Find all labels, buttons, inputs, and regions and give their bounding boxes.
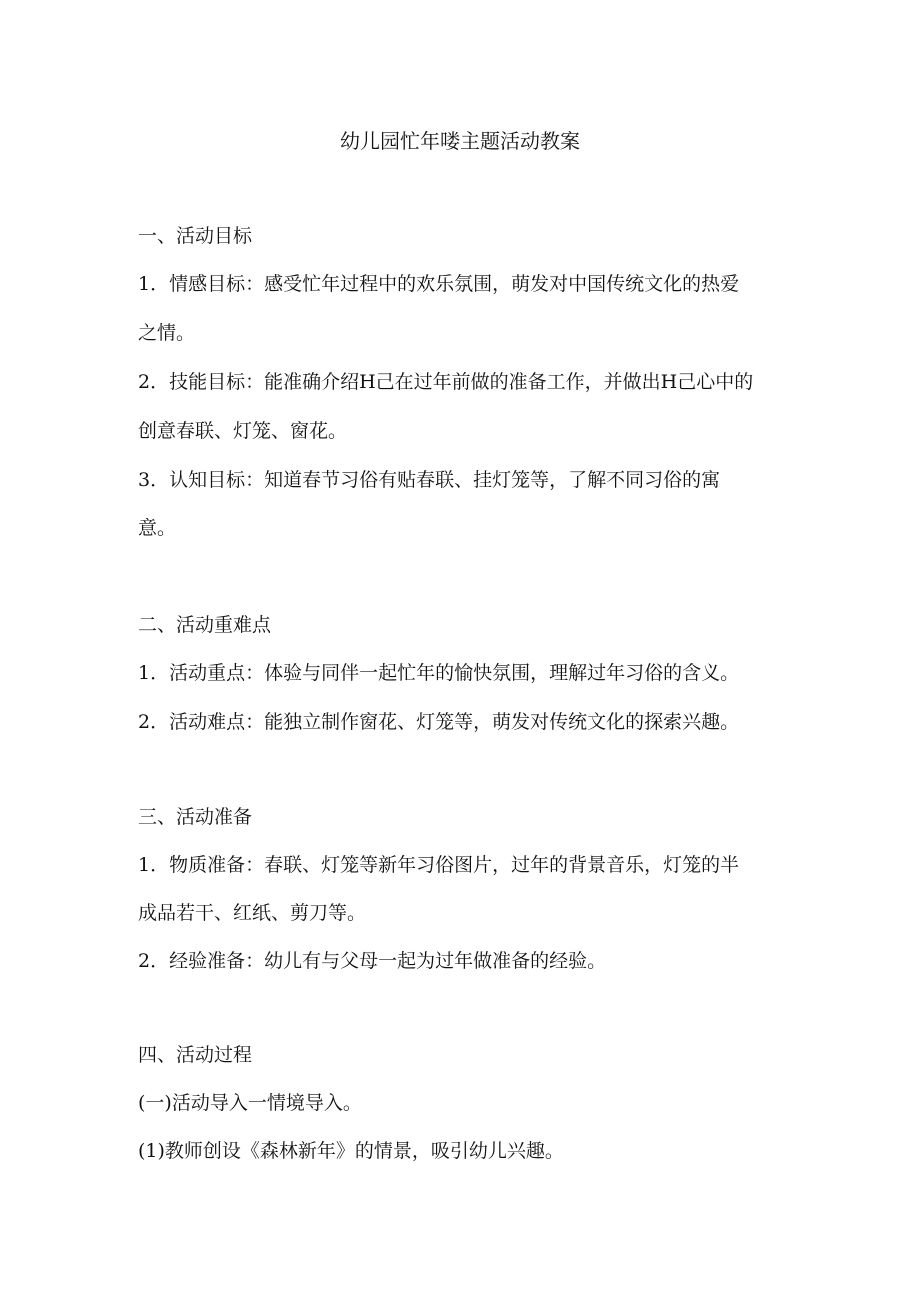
paragraph-line: (一)活动导入一情境导入。 — [138, 1092, 362, 1114]
section-heading-preparation: 三、活动准备 — [138, 806, 253, 828]
paragraph-line: 1．活动重点：体验与同伴一起忙年的愉快氛围，理解过年习俗的含义。 — [138, 662, 740, 684]
paragraph-line: 意。 — [138, 517, 177, 539]
paragraph-line: (1)教师创设《森林新年》的情景，吸引幼儿兴趣。 — [138, 1140, 564, 1162]
paragraph-line: 2．经验准备：幼儿有与父母一起为过年做准备的经验。 — [138, 950, 607, 972]
paragraph-line: 3．认知目标：知道春节习俗有贴春联、挂灯笼等，了解不同习俗的寓 — [138, 469, 721, 491]
section-heading-process: 四、活动过程 — [138, 1044, 253, 1066]
section-heading-goals: 一、活动目标 — [138, 225, 253, 247]
paragraph-line: 创意春联、灯笼、窗花。 — [138, 420, 348, 442]
section-heading-key-points: 二、活动重难点 — [138, 614, 272, 636]
paragraph-line: 1．物质准备：春联、灯笼等新年习俗图片，过年的背景音乐，灯笼的半 — [138, 854, 740, 876]
paragraph-line: 2．活动难点：能独立制作窗花、灯笼等，萌发对传统文化的探索兴趣。 — [138, 711, 740, 733]
paragraph-line: 2．技能目标：能准确介绍H己在过年前做的准备工作，并做出H己心中的 — [138, 371, 754, 393]
paragraph-line: 1．情感目标：感受忙年过程中的欢乐氛围，萌发对中国传统文化的热爱 — [138, 273, 740, 295]
paragraph-line: 成品若干、红纸、剪刀等。 — [138, 902, 367, 924]
paragraph-line: 之情。 — [138, 322, 196, 344]
document-title: 幼儿园忙年喽主题活动教案 — [340, 129, 580, 153]
